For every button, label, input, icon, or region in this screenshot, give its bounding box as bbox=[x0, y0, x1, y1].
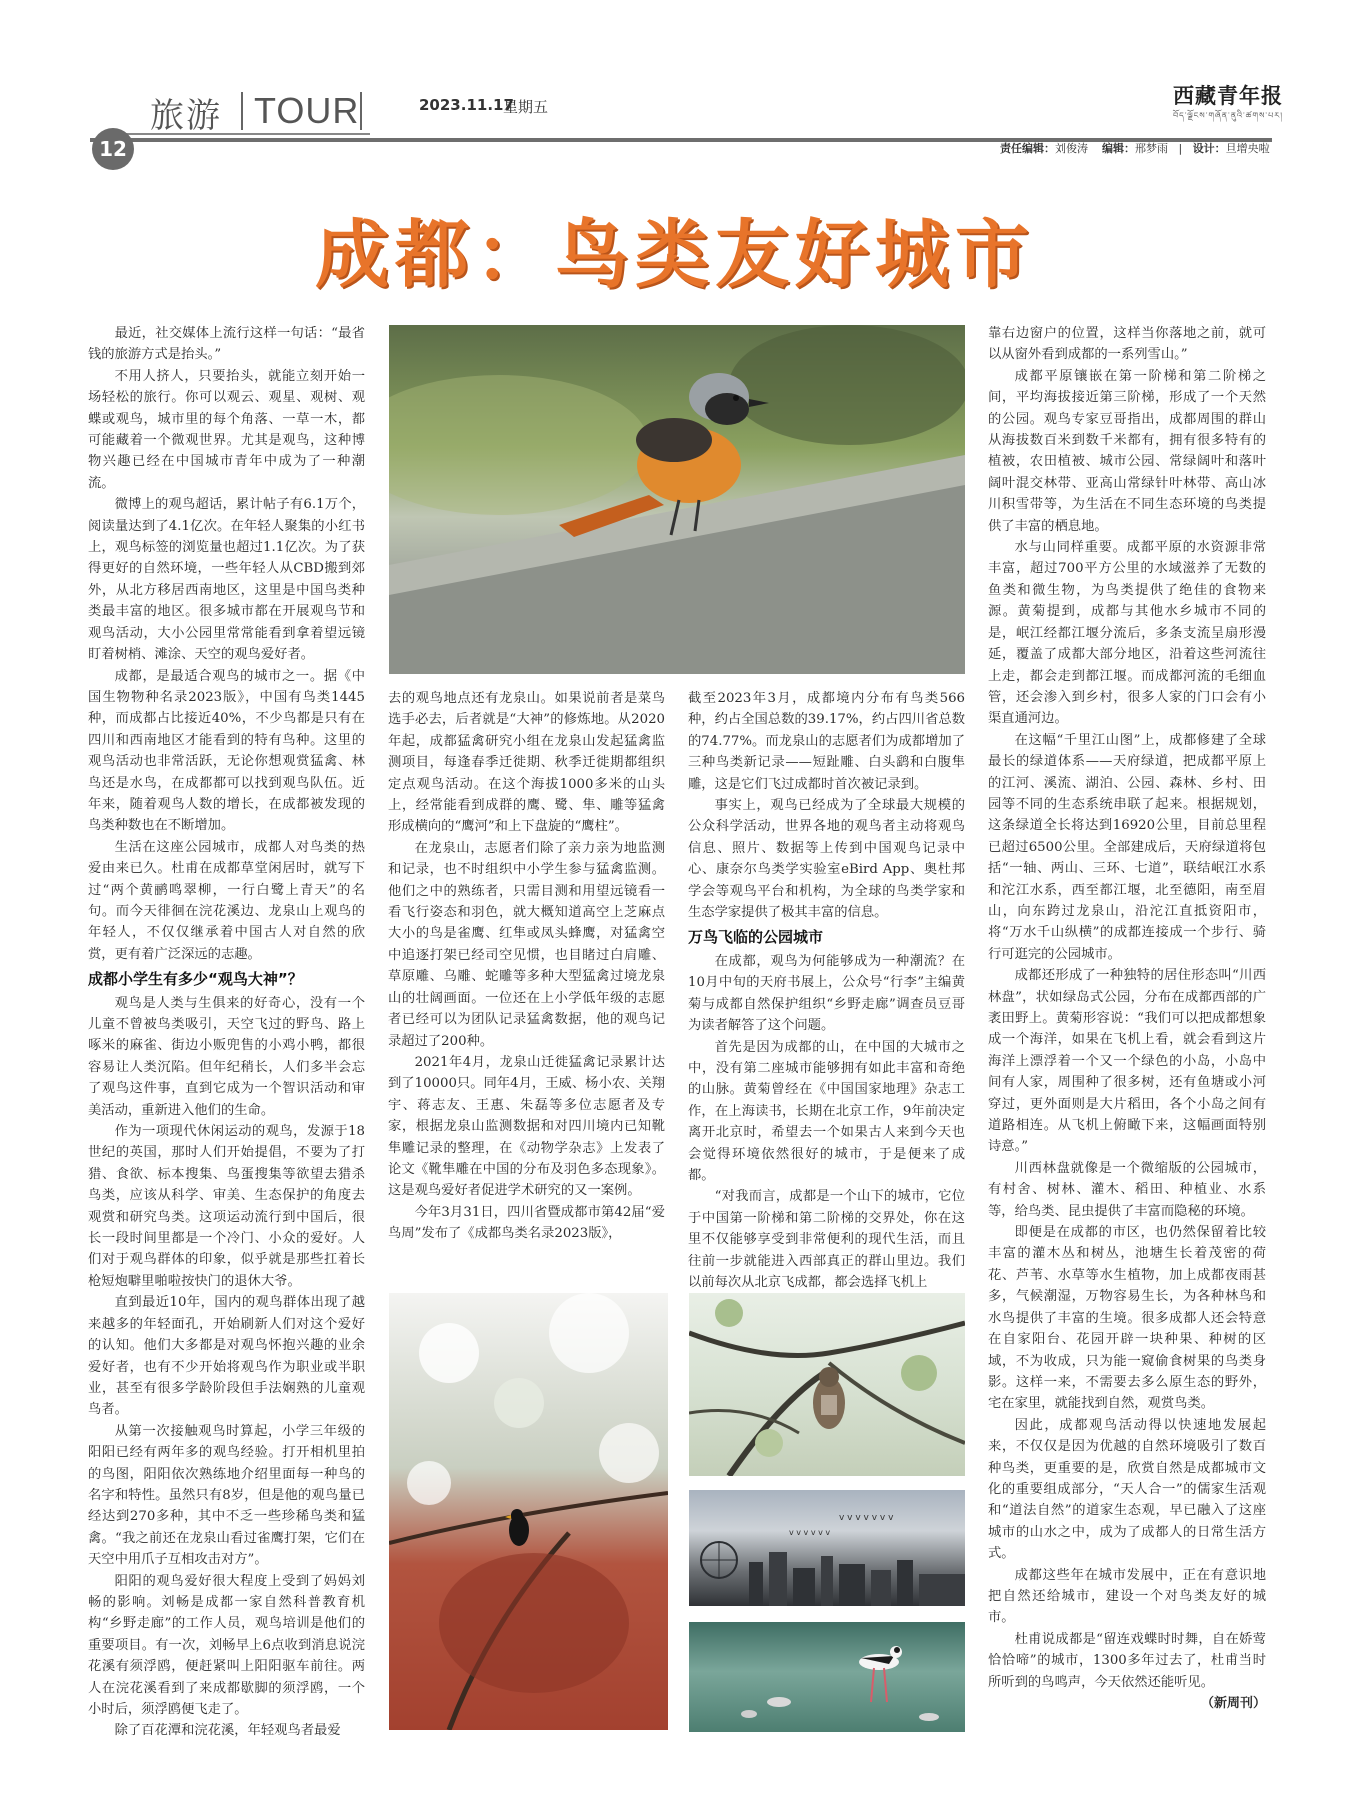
paragraph: 在成都，观鸟为何能够成为一种潮流？在10月中旬的天府书展上，公众号“行李”主编黄菊与成都自然保护组织“乡野走廊”调查员豆哥为读者解答了这个问题。 bbox=[688, 953, 965, 1034]
issue-date: 2023.11.17 bbox=[419, 96, 514, 114]
paragraph: 阳阳的观鸟爱好很大程度上受到了妈妈刘畅的影响。刘畅是成都一家自然科普教育机构“乡野走廊”的工作人员，观鸟培训是他们的重要项目。有一次，刘畅早上6点收到消息说浣花溪有须浮鸥，便赶紧叫上阳阳驱车前往。两人在浣花溪看到了来成都歇脚的须浮鸥，一个小时后，须浮鸥便飞走了。 bbox=[88, 1573, 365, 1717]
svg-text:v v v v v v: v v v v v v bbox=[789, 1528, 831, 1537]
paragraph: “对我而言，成都是一个山下的城市，它位于中国第一阶梯和第二阶梯的交界处，你在这里不仅能够享受到非常便利的现代生活，而且往前一步就能进入西部真正的群山里边。我们以前每次从北京飞成都，都会选择飞机上 bbox=[688, 1189, 965, 1290]
photo-stilt-water bbox=[689, 1622, 965, 1732]
page-number-badge: 12 bbox=[92, 128, 134, 170]
svg-text:v v v v v v v: v v v v v v v bbox=[839, 1513, 894, 1523]
paragraph: 因此，成都观鸟活动得以快速地发展起来，不仅仅是因为优越的自然环境吸引了数百种鸟类，更重要的是，欣赏自然是成都城市文化的重要组成部分，“天人合一”的儒家生活观和“道法自然”的道家生态观，早已融入了这座城市的山水之中，成为了成都人的日常生活方式。 bbox=[988, 1417, 1266, 1562]
article-column-1 bbox=[88, 323, 365, 1742]
paragraph: 首先是因为成都的山，在中国的大城市之中，没有第二座城市能够拥有如此丰富和奇绝的山脉。黄菊曾经在《中国国家地理》杂志工作，在上海读书，长期在北京工作，9年前决定离开北京时，希望去一个如果古人来到今天也会觉得环境依然很好的城市，于是便来了成都。 bbox=[688, 1039, 965, 1183]
paragraph: 成都，是最适合观鸟的城市之一。据《中国生物物种名录2023版》，中国有鸟类1445种，而成都占比接近40%，不少鸟都是只有在四川和西南地区才能看到的特有鸟种。这里的观鸟活动也非常活跃，无论你想观赏猛禽、林鸟还是水鸟，在成都都可以找到观鸟队伍。近年来，随着观鸟人数的增长，在成都被发现的鸟类种数也在不断增加。 bbox=[88, 668, 365, 834]
credit-label: 责任编辑： bbox=[1000, 142, 1055, 155]
paragraph: 成都还形成了一种独特的居住形态叫“川西林盘”，状如绿岛式公园，分布在成都西部的广袤田野上。黄菊形容说：“我们可以把成都想象成一个海洋，如果在飞机上看，就会看到这片海洋上漂浮着一个又一个绿色的小岛，小岛中间有人家，周围种了很多树，还有鱼塘或小河穿过，更外面则是大片稻田，各个小岛之间有道路相连。从飞机上俯瞰下来，这幅画面特别诗意。” bbox=[988, 968, 1266, 1155]
paragraph: 2021年4月，龙泉山迁徙猛禽记录累计达到了10000只。同年4月，王威、杨小农、关翔宇、蒋志友、王惠、朱磊等多位志愿者及专家，根据龙泉山监测数据和对四川境内已知靴隼雕记录的整理，在《动物学杂志》上发表了论文《靴隼雕在中国的分布及羽色多态现象》。这是观鸟爱好者促进学术研究的又一案例。 bbox=[388, 1054, 665, 1199]
editorial-credits: 责任编辑：刘俊涛 编辑：邢梦雨 | 设计：旦增央啦 bbox=[1000, 142, 1270, 155]
paragraph: 生活在这座公园城市，成都人对鸟类的热爱由来已久。杜甫在成都草堂闲居时，就写下过“两个黄鹂鸣翠柳，一行白鹭上青天”的名句。而今天徘徊在浣花溪边、龙泉山上观鸟的年轻人，不仅仅继承着中国古人对自然的欣赏，更有着广泛深远的志趣。 bbox=[88, 839, 365, 962]
issue-weekday: 星期五 bbox=[503, 98, 549, 116]
paragraph: 微博上的观鸟超话，累计帖子有6.1万个，阅读量达到了4.1亿次。在年轻人聚集的小红书上，观鸟标签的浏览量也超过1.1亿次。为了获得更好的自然环境，一些年轻人从CBD搬到郊外，从北方移居西南地区，这里是中国鸟类种类最丰富的地区。很多城市都在开展观鸟节和观鸟活动，大小公园里常常能看到拿着望远镜盯着树梢、滩涂、天空的观鸟爱好者。 bbox=[88, 497, 365, 663]
stilt-illustration bbox=[689, 1622, 965, 1732]
article-source-signature: （新周刊） bbox=[1200, 1696, 1266, 1711]
header-rule-thin bbox=[120, 133, 370, 135]
blossom-illustration bbox=[389, 1293, 668, 1730]
paragraph: 事实上，观鸟已经成为了全球最大规模的公众科学活动，世界各地的观鸟者主动将观鸟信息、照片、数据等上传到中国观鸟记录中心、康奈尔鸟类学实验室eBird App、奥杜邦学会等观鸟平台和机构，为全球的鸟类学家和生态学家提供了极其丰富的信息。 bbox=[688, 798, 965, 921]
newspaper-masthead: 西藏青年报 bbox=[1173, 83, 1283, 108]
paragraph: 今年3月31日，四川省暨成都市第42届“爱鸟周”发布了《成都鸟类名录2023版》， bbox=[388, 1204, 665, 1242]
photo-redstart-bird bbox=[389, 325, 965, 674]
section-title-cn: 旅游 bbox=[150, 96, 222, 136]
redstart-illustration bbox=[389, 325, 965, 674]
article-column-3 bbox=[688, 688, 965, 1293]
subheading: 万鸟飞临的公园城市 bbox=[688, 928, 824, 947]
credit-value: 邢梦雨 bbox=[1135, 142, 1168, 155]
article-headline: 成都：鸟类友好城市 bbox=[315, 212, 1035, 298]
paragraph: 在龙泉山，志愿者们除了亲力亲为地监测和记录，也不时组织中小学生参与猛禽监测。他们之中的熟练者，只需目测和用望远镜看一看飞行姿态和羽色，就大概知道高空上芝麻点大小的鸟是雀鹰、红隼或凤头蜂鹰，对猛禽空中追逐打架已经司空见惯，也目睹过白肩雕、草原雕、乌雕、蛇雕等多种大型猛禽过境龙泉山的壮阔画面。一位还在上小学低年级的志愿者已经可以为团队记录猛禽数据，他的观鸟记录超过了200种。 bbox=[388, 840, 665, 1049]
paragraph: 即便是在成都的市区，也仍然保留着比较丰富的灌木丛和树丛，池塘生长着茂密的荷花、芦苇、水草等水生植物，加上成都夜雨甚多，气候潮湿，万物容易生长，为各种林鸟和水鸟提供了丰富的生境。很多成都人还会特意在自家阳台、花园开辟一块种果、种树的区域，不为收成，只为能一窥偷食树果的鸟类身影。这样一来，不需要去多么原生态的野外，宅在家里，就能找到自然，观赏鸟类。 bbox=[988, 1225, 1266, 1412]
paragraph: 最近，社交媒体上流行这样一句话：“最省钱的旅游方式是抬头。” bbox=[88, 326, 365, 363]
credit-value: 刘俊涛 bbox=[1055, 142, 1088, 155]
paragraph: 除了百花潭和浣花溪，年轻观鸟者最爱 bbox=[114, 1723, 341, 1739]
paragraph: 去的观鸟地点还有龙泉山。如果说前者是菜鸟选手必去，后者就是“大神”的修炼地。从2020年起，成都猛禽研究小组在龙泉山发起猛禽监测项目，每逢春季迁徙期、秋季迁徙期都组织定点观鸟活动。在这个海拔1000多米的山头上，经常能看到成群的鹰、鹭、隼、雕等猛禽形成横向的“鹰河”和上下盘旋的“鹰柱”。 bbox=[388, 691, 665, 835]
paragraph: 直到最近10年，国内的观鸟群体出现了越来越多的年轻面孔，开始刷新人们对这个爱好的认知。他们大多都是对观鸟怀抱兴趣的业余爱好者，也有不少开始将观鸟作为职业或半职业，甚至有很多学龄阶段但手法娴熟的儿童观鸟者。 bbox=[88, 1295, 365, 1418]
paragraph: 水与山同样重要。成都平原的水资源非常丰富，超过700平方公里的水域滋养了无数的鱼类和微生物，为鸟类提供了绝佳的食物来源。黄菊提到，成都与其他水乡城市不同的是，岷江经都江堰分流后，多条支流呈扇形漫延，覆盖了成都大部分地区，沿着这些河流往上走，都会走到都江堰。而成都河流的毛细血管，还会渗入到乡村，很多人家的门口会有小渠直通河边。 bbox=[988, 540, 1266, 727]
paragraph: 不用人挤人，只要抬头，就能立刻开始一场轻松的旅行。你可以观云、观星、观树、观蝶或观鸟，城市里的每个角落、一草一木，都可能藏着一个微观世界。尤其是观鸟，这种博物兴趣已经在中国城市青年中成为了一种潮流。 bbox=[88, 368, 365, 491]
paragraph: 在这幅“千里江山图”上，成都修建了全球最长的绿道体系——天府绿道，把成都平原上的江河、溪流、湖泊、公园、森林、乡村、田园等不同的生态系统串联了起来。根据规划，这条绿道全长将达到16920公里，目前总里程已超过6500公里。全部建成后，天府绿道将包括“一轴、两山、三环、七道”，联结岷江水系和沱江水系，西至都江堰，北至德阳，南至眉山，向东跨过龙泉山，沿沱江直抵资阳市，将“万水千山纵横”的成都连接成一个步行、骑行可逛完的公园城市。 bbox=[988, 732, 1266, 962]
photo-blackbird-blossom bbox=[389, 1293, 668, 1730]
credit-value: 旦增央啦 bbox=[1225, 142, 1270, 155]
paragraph: 靠右边窗户的位置，这样当你落地之前，就可以从窗外看到成都的一系列雪山。” bbox=[988, 326, 1266, 363]
paragraph: 观鸟是人类与生俱来的好奇心，没有一个儿童不曾被鸟类吸引，天空飞过的野鸟、路上啄米的麻雀、街边小贩兜售的小鸡小鸭，都很容易让人类沉陷。但年纪稍长，人们多半会忘了观鸟这件事，直到它成为一个智识活动和审美活动，重新进入他们的生命。 bbox=[88, 995, 365, 1118]
credit-label: 设计： bbox=[1192, 142, 1226, 155]
credit-label: 编辑： bbox=[1102, 142, 1135, 155]
section-title-en: TOUR bbox=[254, 90, 360, 131]
section-divider bbox=[360, 92, 362, 130]
newspaper-masthead-tibetan: བོད་ལྗོངས་གཞོན་ནུའི་ཚགས་པར། bbox=[1173, 111, 1283, 120]
photo-hawk-tree bbox=[689, 1293, 965, 1476]
skyline-illustration bbox=[689, 1490, 965, 1606]
section-divider bbox=[241, 92, 243, 130]
article-column-2 bbox=[388, 688, 665, 1245]
paragraph: 成都平原镶嵌在第一阶梯和第二阶梯之间，平均海拔接近第三阶梯，形成了一个天然的公园。观鸟专家豆哥指出，成都周围的群山从海拔数百米到数千米都有，拥有很多特有的植被，农田植被、城市公园、常绿阔叶和落叶阔叶混交林带、亚高山常绿针叶林带、高山冰川积雪带等，为生活在不同生态环境的鸟类提供了丰富的栖息地。 bbox=[988, 368, 1266, 534]
paragraph: 作为一项现代休闲运动的观鸟，发源于18世纪的英国，那时人们开始提倡，不要为了打猎、食欲、标本搜集、鸟蛋搜集等欲望去猎杀鸟类，应该从科学、审美、生态保护的角度去观赏和研究鸟类。这项运动流行到中国后，很长一段时间里都是一个冷门、小众的爱好。人们对于观鸟群体的印象，似乎就是那些扛着长枪短炮噼里啪啦按快门的退休大爷。 bbox=[88, 1124, 365, 1289]
paragraph: 川西林盘就像是一个微缩版的公园城市，有村舍、树林、灌木、稻田、种植业、水系等，给鸟类、昆虫提供了丰富而隐秘的环境。 bbox=[988, 1160, 1266, 1219]
paragraph: 从第一次接触观鸟时算起，小学三年级的阳阳已经有两年多的观鸟经验。打开相机里拍的鸟图，阳阳依次熟练地介绍里面每一种鸟的名字和特性。虽然只有8岁，但是他的观鸟量已经达到270多种，其中不乏一些珍稀鸟类和猛禽。“我之前还在龙泉山看过雀鹰打架，它们在天空中用爪子互相攻击对方”。 bbox=[88, 1423, 365, 1568]
photo-city-skyline-birds bbox=[689, 1490, 965, 1606]
hawk-illustration bbox=[689, 1293, 965, 1476]
subheading: 成都小学生有多少“观鸟大神”？ bbox=[88, 970, 303, 989]
article-column-4 bbox=[988, 323, 1266, 1714]
paragraph: 杜甫说成都是“留连戏蝶时时舞，自在娇莺恰恰啼”的城市，1300多年过去了，杜甫当时所听到的鸟鸣声，今天依然还能听见。 bbox=[988, 1631, 1266, 1690]
paragraph: 截至2023年3月，成都境内分布有鸟类566种，约占全国总数的39.17%，约占四川省总数的74.77%。而龙泉山的志愿者们为成都增加了三种鸟类新记录——短趾雕、白头鹞和白腹隼雕，这是它们飞过成都时首次被记录到。 bbox=[688, 691, 965, 792]
paragraph: 成都这些年在城市发展中，正在有意识地把自然还给城市，建设一个对鸟类友好的城市。 bbox=[988, 1567, 1266, 1626]
